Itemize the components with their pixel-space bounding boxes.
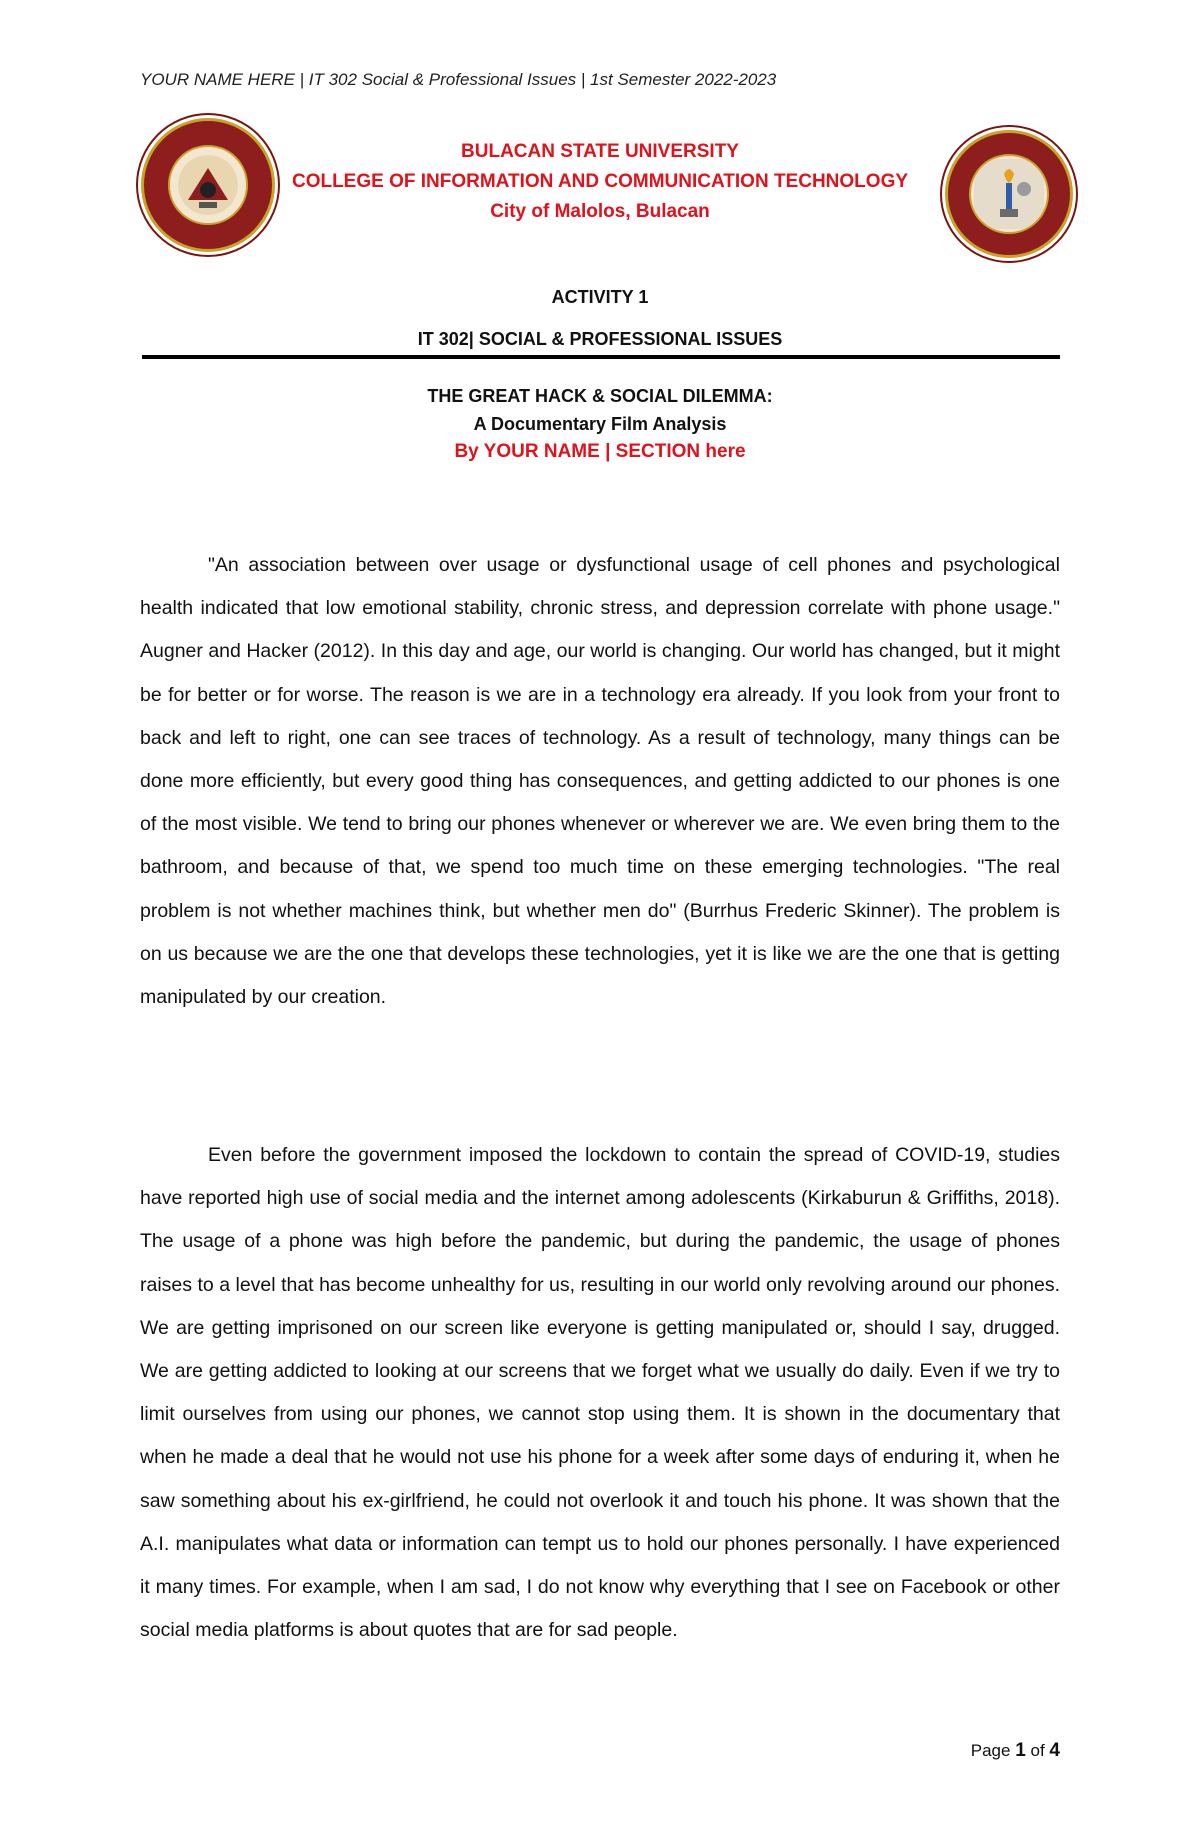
body-paragraph-2: Even before the government imposed the lockdown to contain the spread of COVID-19, studies have reported high use of social media and the internet among adolescents (Kirkaburun & Griffiths, 2018). The usage of a phone was high before the pandemic, but during the pandemic, the usage of phones raises to a level that has become unhealthy for us, resulting in our world only revolving around our phones. We are getting imprisoned on our screen like everyone is getting manipulated or, should I say, drugged. We are getting addicted to looking at our screens that we forget what we usually do daily. Even if we try to limit ourselves from using our phones, we cannot stop using them. It is shown in the documentary that when he made a deal that he would not use his phone for a week after some days of enduring it, when he saw something about his ex-girlfriend, he could not overlook it and touch his phone. It was shown that the A.I. manipulates what data or information can tempt us to hold our phones personally. I have experienced it many times. For example, when I am sad, I do not know why everything that I see on Facebook or other social media platforms is about quotes that are for sad people. — [140, 1144, 1060, 1642]
document-subtitle: A Documentary Film Analysis — [473, 414, 727, 434]
page-total: 4 — [1049, 1740, 1060, 1761]
cict-seal-logo — [945, 130, 1073, 258]
byline: By YOUR NAME | SECTION here — [454, 441, 746, 462]
page-current: 1 — [1015, 1740, 1026, 1761]
divider-rule — [142, 355, 1060, 359]
location: City of Malolos, Bulacan — [490, 201, 710, 222]
bulsu-seal-logo — [141, 118, 275, 252]
university-name: BULACAN STATE UNIVERSITY — [461, 141, 739, 162]
body-paragraph-1: "An association between over usage or dysfunctional usage of cell phones and psychological health indicated that low emotional stability, chronic stress, and depression correlate with phone usage." Augner and Hacker (2012). In this day and age, our world is changing. Our world has changed, but it might be for better or for worse. The reason is we are in a technology era already. If you look from your front to back and left to right, one can see traces of technology. As a result of technology, many things can be done more efficiently, but every good thing has consequences, and getting addicted to our phones is one of the most visible. We tend to bring our phones whenever or wherever we are. We even bring them to the bathroom, and because of that, we spend too much time on these emerging technologies. "The real problem is not whether machines think, but whether men do" (Burrhus Frederic Skinner). The problem is on us because we are the one that develops these technologies, yet it is like we are the one that is getting manipulated by our creation. — [140, 554, 1060, 1009]
of-word: of — [1030, 1741, 1045, 1760]
college-name: COLLEGE OF INFORMATION AND COMMUNICATION TECHNOLOGY — [291, 171, 909, 192]
page-number — [900, 1740, 1060, 1762]
activity-label: ACTIVITY 1 — [551, 287, 649, 307]
document-title: THE GREAT HACK & SOCIAL DILEMMA: — [427, 386, 773, 406]
seal-emblem-icon — [168, 145, 248, 225]
running-header: YOUR NAME HERE | IT 302 Social & Professional Issues | 1st Semester 2022-2023 — [140, 70, 777, 89]
torch-emblem-icon — [969, 154, 1049, 234]
institution-header — [280, 137, 920, 227]
document-title-block — [140, 382, 1060, 466]
course-title: IT 302| SOCIAL & PROFESSIONAL ISSUES — [417, 329, 783, 349]
page-word: Page — [970, 1741, 1011, 1760]
